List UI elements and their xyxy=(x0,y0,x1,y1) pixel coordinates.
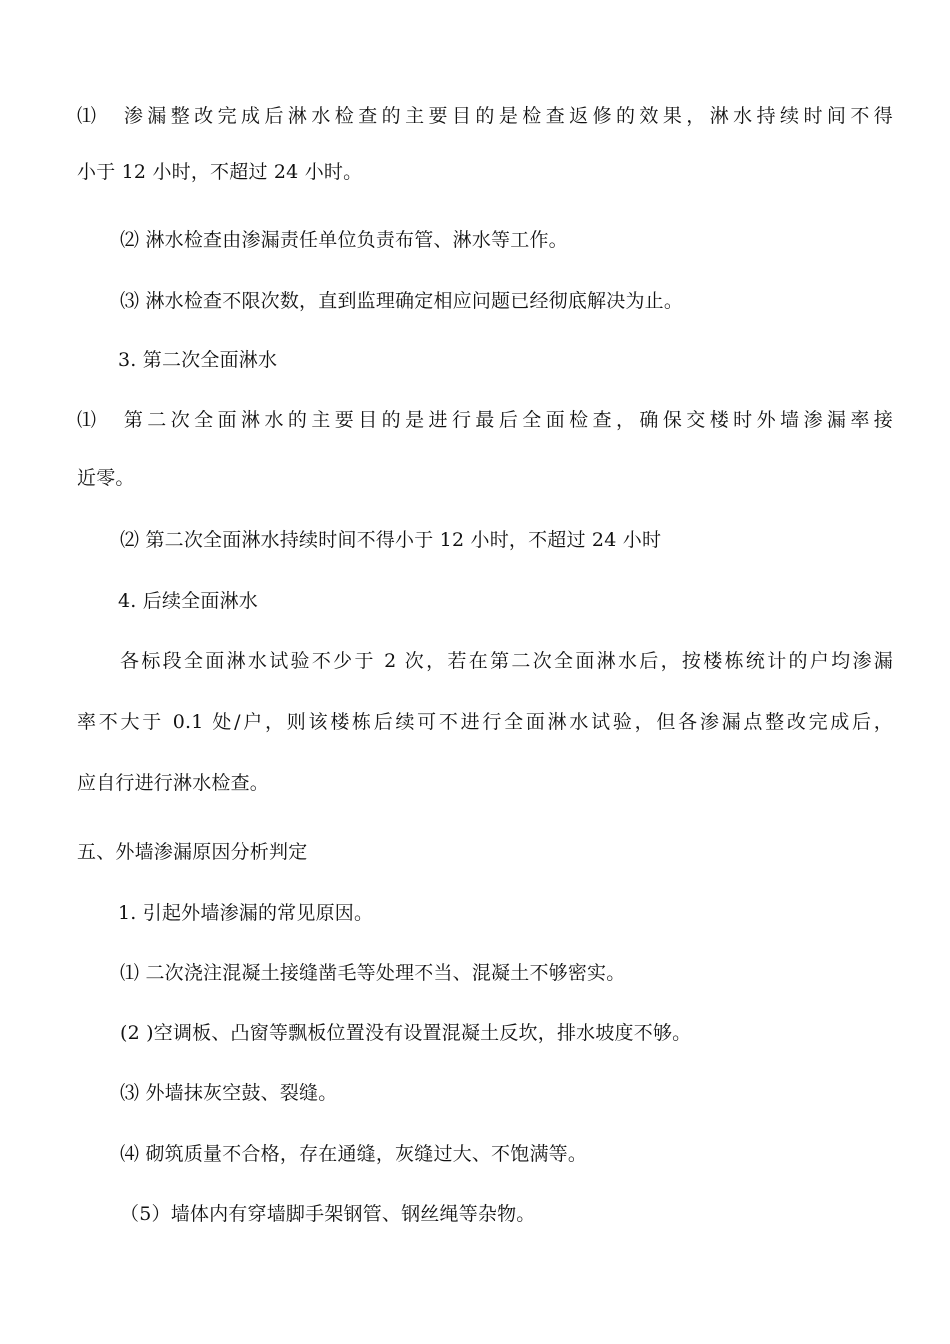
paragraph-text: （5）墙体内有穿墙脚手架钢管、钢丝绳等杂物。 xyxy=(120,1203,536,1225)
paragraph-text: ⑶ 外墙抹灰空鼓、裂缝。 xyxy=(120,1082,338,1104)
paragraph-4-line-1 xyxy=(77,408,893,432)
paragraph-text: 小于 12 小时，不超过 24 小时。 xyxy=(77,161,363,183)
heading-text: 1. 引起外墙渗漏的常见原因。 xyxy=(118,902,374,924)
paragraph-2 xyxy=(120,228,568,252)
paragraph-6-line-3 xyxy=(77,771,269,795)
paragraph-text: 率不大于 0.1 处/户，则该楼栋后续可不进行全面淋水试验，但各渗漏点整改完成后， xyxy=(77,711,893,733)
paragraph-4-line-2 xyxy=(77,466,135,490)
heading-text: 4. 后续全面淋水 xyxy=(118,590,258,612)
cause-4 xyxy=(120,1142,587,1166)
section-5-heading xyxy=(77,840,307,864)
paragraph-text: 各标段全面淋水试验不少于 2 次，若在第二次全面淋水后，按楼栋统计的户均渗漏 xyxy=(120,650,893,672)
heading-5-1 xyxy=(118,901,373,925)
heading-3 xyxy=(118,348,277,372)
paragraph-6-line-2 xyxy=(77,710,893,734)
cause-3 xyxy=(120,1081,337,1105)
paragraph-1-line-1 xyxy=(77,104,893,128)
cause-5 xyxy=(120,1202,536,1226)
paragraph-6-line-1 xyxy=(120,649,893,673)
heading-text: 3. 第二次全面淋水 xyxy=(118,349,278,371)
cause-1 xyxy=(120,961,625,985)
paragraph-text: 应自行进行淋水检查。 xyxy=(77,772,270,794)
paragraph-3 xyxy=(120,289,683,313)
paragraph-text: ⑶ 淋水检查不限次数，直到监理确定相应问题已经彻底解决为止。 xyxy=(120,290,684,312)
paragraph-text: ⑵ 第二次全面淋水持续时间不得小于 12 小时，不超过 24 小时 xyxy=(120,529,662,551)
paragraph-text: ⑴ 第二次全面淋水的主要目的是进行最后全面检查，确保交楼时外墙渗漏率接 xyxy=(77,409,893,431)
paragraph-text: (2 )空调板、凸窗等飘板位置没有设置混凝土反坎，排水坡度不够。 xyxy=(120,1022,692,1044)
paragraph-5 xyxy=(120,528,661,552)
heading-4 xyxy=(118,589,258,613)
paragraph-text: 近零。 xyxy=(77,467,135,489)
paragraph-text: ⑷ 砌筑质量不合格，存在通缝，灰缝过大、不饱满等。 xyxy=(120,1143,588,1165)
heading-text: 五、外墙渗漏原因分析判定 xyxy=(77,841,308,863)
paragraph-text: ⑵ 淋水检查由渗漏责任单位负责布管、淋水等工作。 xyxy=(120,229,568,251)
paragraph-text: ⑴ 渗漏整改完成后淋水检查的主要目的是检查返修的效果，淋水持续时间不得 xyxy=(77,105,893,127)
paragraph-1-line-2 xyxy=(77,160,362,184)
cause-2 xyxy=(120,1021,691,1045)
paragraph-text: ⑴ 二次浇注混凝土接缝凿毛等处理不当、混凝土不够密实。 xyxy=(120,962,626,984)
